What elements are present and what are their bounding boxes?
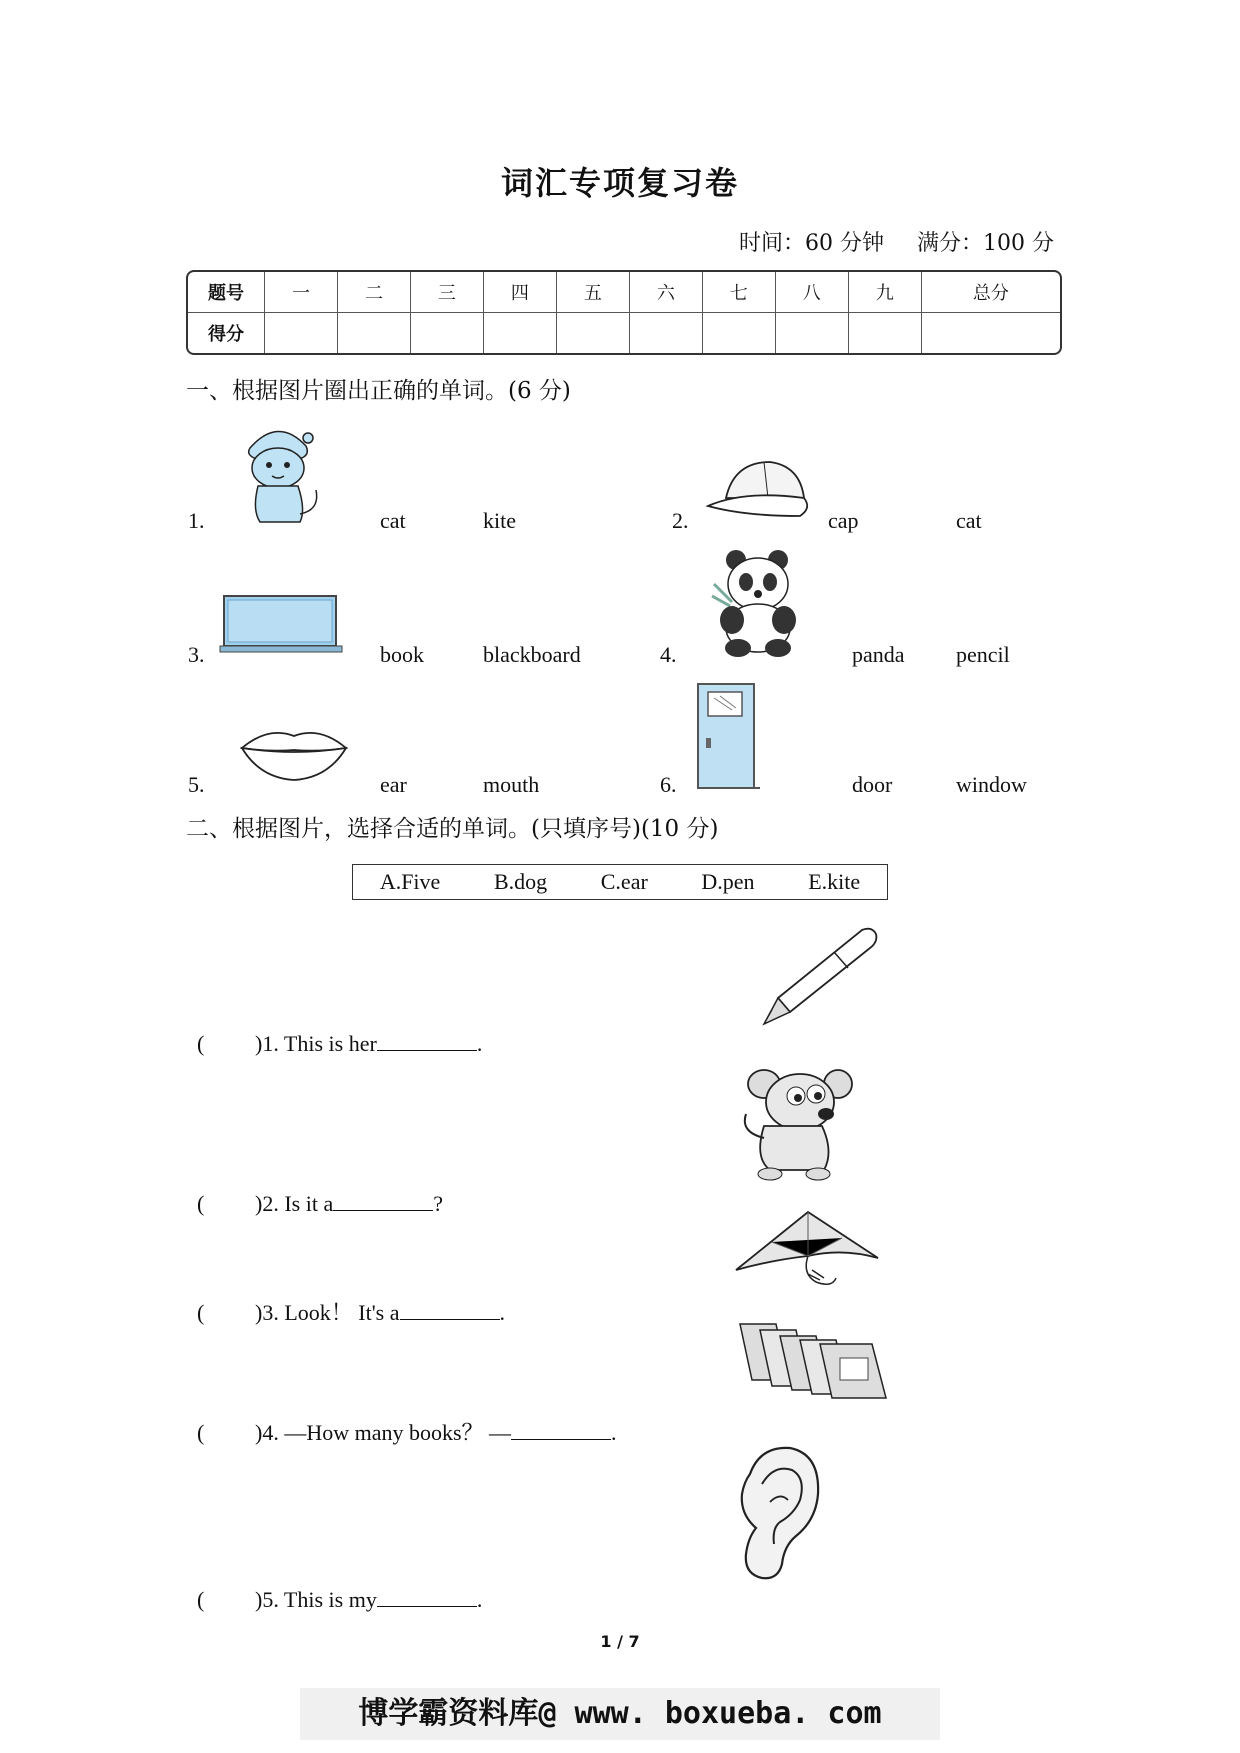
score-cell[interactable] xyxy=(557,313,630,353)
section1-heading: 一、根据图片圈出正确的单词。(6 分) xyxy=(186,378,571,404)
word-bank-item: A.Five xyxy=(379,869,441,894)
header-cell: 题号 xyxy=(188,272,265,313)
q2-blank[interactable] xyxy=(333,1190,433,1211)
q5-end: . xyxy=(476,1587,483,1612)
answer-paren[interactable]: ( xyxy=(197,1191,205,1216)
q4-blank[interactable] xyxy=(511,1419,611,1440)
score-cell[interactable] xyxy=(630,313,703,353)
dog-picture xyxy=(734,1062,860,1184)
opt-5-1[interactable]: ear xyxy=(380,772,407,797)
q4-text: )4. —How many books？ — xyxy=(255,1420,512,1445)
score-cell[interactable] xyxy=(484,313,557,353)
q1-text: )1. This is her xyxy=(255,1031,377,1056)
q1-blank[interactable] xyxy=(377,1030,477,1051)
cat-picture xyxy=(236,418,320,526)
header-cell: 总分 xyxy=(922,272,1060,313)
q2-text: )2. Is it a xyxy=(255,1191,334,1216)
opt-3-1[interactable]: book xyxy=(380,642,424,667)
header-cell: 八 xyxy=(776,272,849,313)
fill-q3 xyxy=(186,1270,505,1327)
q4-end: . xyxy=(611,1420,617,1445)
q1-end: . xyxy=(476,1031,483,1056)
score-cell[interactable] xyxy=(265,313,338,353)
fill-q4 xyxy=(186,1390,617,1447)
header-cell: 七 xyxy=(703,272,776,313)
full-score: 满分：100 分 xyxy=(917,231,1054,256)
header-cell: 五 xyxy=(557,272,630,313)
cap-picture xyxy=(704,458,816,524)
q2-end: ? xyxy=(433,1191,443,1216)
ear-picture xyxy=(730,1444,824,1582)
books-picture xyxy=(736,1320,900,1402)
opt-6-1[interactable]: door xyxy=(852,772,893,797)
fill-q2 xyxy=(186,1164,443,1217)
q6-num: 6. xyxy=(660,772,677,797)
section2-heading: 二、根据图片，选择合适的单词。(只填序号)(10 分) xyxy=(186,816,719,842)
fill-q1 xyxy=(186,1004,482,1057)
score-table xyxy=(186,270,1062,355)
answer-paren[interactable]: ( xyxy=(197,1420,205,1445)
answer-paren[interactable]: ( xyxy=(197,1300,205,1325)
opt-3-2[interactable]: blackboard xyxy=(483,642,581,667)
q3-blank[interactable] xyxy=(400,1299,500,1320)
header-cell: 一 xyxy=(265,272,338,313)
score-table-header-row xyxy=(188,272,1060,313)
opt-4-2[interactable]: pencil xyxy=(956,642,1010,667)
opt-2-1[interactable]: cap xyxy=(828,508,859,533)
score-row-label: 得分 xyxy=(188,313,265,353)
answer-paren[interactable]: ( xyxy=(197,1031,205,1056)
header-cell: 三 xyxy=(411,272,484,313)
q5-text: )5. This is my xyxy=(255,1587,377,1612)
time-info xyxy=(739,226,1054,257)
q4-num: 4. xyxy=(660,642,677,667)
word-bank-item: E.kite xyxy=(808,869,861,894)
opt-1-2[interactable]: kite xyxy=(483,508,516,533)
word-bank-item: B.dog xyxy=(493,869,548,894)
header-cell: 二 xyxy=(338,272,411,313)
q3-text: )3. Look！ It's a xyxy=(255,1300,400,1325)
opt-2-2[interactable]: cat xyxy=(956,508,982,533)
q5-num: 5. xyxy=(188,772,205,797)
opt-1-1[interactable]: cat xyxy=(380,508,406,533)
fill-q5 xyxy=(186,1560,482,1613)
pen-picture xyxy=(754,924,884,1026)
header-cell: 九 xyxy=(849,272,922,313)
mouth-picture xyxy=(238,726,350,784)
page-title: 词汇专项复习卷 xyxy=(500,164,739,202)
q2-num: 2. xyxy=(672,508,689,533)
opt-6-2[interactable]: window xyxy=(956,772,1027,797)
page-number: 1 / 7 xyxy=(600,1632,640,1651)
q3-num: 3. xyxy=(188,642,205,667)
q1-num: 1. xyxy=(188,508,205,533)
score-cell[interactable] xyxy=(338,313,411,353)
header-cell: 四 xyxy=(484,272,557,313)
score-cell[interactable] xyxy=(849,313,922,353)
word-bank-item: C.ear xyxy=(600,869,648,894)
watermark: 博学霸资料库@ www. boxueba. com xyxy=(300,1688,940,1740)
time-limit: 时间：60 分钟 xyxy=(739,231,884,256)
score-cell[interactable] xyxy=(776,313,849,353)
score-table-score-row xyxy=(188,313,1060,353)
word-bank xyxy=(352,864,888,900)
blackboard-picture xyxy=(220,592,344,658)
score-cell[interactable] xyxy=(922,313,1060,353)
score-cell[interactable] xyxy=(703,313,776,353)
word-bank-item: D.pen xyxy=(701,869,755,894)
door-picture xyxy=(696,682,762,790)
score-cell[interactable] xyxy=(411,313,484,353)
answer-paren[interactable]: ( xyxy=(197,1587,205,1612)
q5-blank[interactable] xyxy=(377,1586,477,1607)
panda-picture xyxy=(708,548,808,658)
header-cell: 六 xyxy=(630,272,703,313)
q3-end: . xyxy=(499,1300,505,1325)
kite-picture xyxy=(732,1208,882,1294)
opt-4-1[interactable]: panda xyxy=(852,642,905,667)
opt-5-2[interactable]: mouth xyxy=(483,772,540,797)
